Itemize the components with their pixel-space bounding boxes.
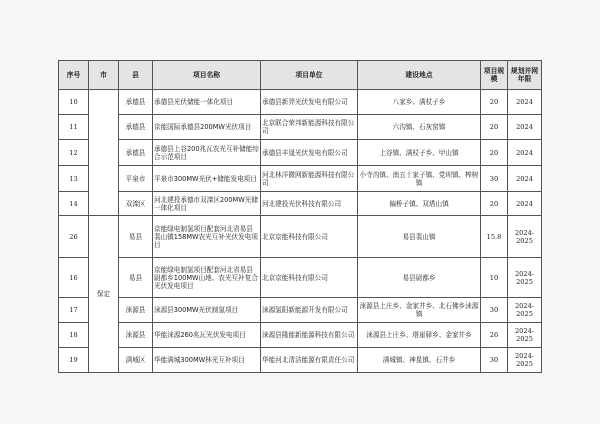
cell-seq: 18 [59,323,89,348]
cell-seq: 10 [59,90,89,115]
cell-seq: 13 [59,166,89,192]
cell-location: 八家乡、满杖子乡 [358,90,481,115]
table-header-row [59,61,542,90]
cell-location: 上谷镇、满杖子乡、甲山镇 [358,140,481,166]
cell-year: 2024 [508,192,542,216]
cell-unit: 承德县丰晟光伏发电有限公司 [261,140,358,166]
cell-county: 承德县 [119,115,153,140]
cell-location: 涞源县上庄乡、塔崖驿乡、金家井乡 [358,323,481,348]
cell-city-group-2: 保定 [89,216,119,373]
cell-scale: 26 [481,323,508,348]
cell-unit: 北京联合荣邦新能源科技有限公司 [261,115,358,140]
cell-scale: 30 [481,298,508,323]
cell-scale: 15.8 [481,216,508,258]
cell-name: 承德县光伏储能一体化项目 [153,90,261,115]
cell-name: 京能绿电制氢项目配套河北省易县尉都乡100MW山地、农光互补复合光伏发电项目 [153,258,261,298]
cell-location: 小寺沟镇、南五十家子镇、党坝镇、榨树镇 [358,166,481,192]
cell-name: 华能涞源260兆瓦光伏发电项目 [153,323,261,348]
cell-unit: 华能河北清洁能源有限责任公司 [261,348,358,373]
header-year: 规划并网年限 [508,61,542,90]
cell-unit: 北京京能科技有限公司 [261,216,358,258]
cell-location: 易县尉都乡 [358,258,481,298]
table-row [59,192,542,216]
cell-seq: 17 [59,298,89,323]
cell-scale: 10 [481,258,508,298]
table-row [59,348,542,373]
cell-year: 2024 [508,166,542,192]
cell-year: 2024-2025 [508,216,542,258]
table-row [59,323,542,348]
cell-name: 京能国际承德县200MW光伏项目 [153,115,261,140]
cell-year: 2024-2025 [508,258,542,298]
cell-county: 易县 [119,258,153,298]
table-row [59,140,542,166]
table-row [59,166,542,192]
cell-county: 承德县 [119,140,153,166]
cell-year: 2024 [508,90,542,115]
cell-unit: 北京京能科技有限公司 [261,258,358,298]
cell-scale: 20 [481,90,508,115]
project-table [58,60,542,373]
cell-location: 偏桥子镇、双塔山镇 [358,192,481,216]
cell-scale: 20 [481,140,508,166]
cell-name: 承德县上谷200兆瓦农光互补储能综合示范项目 [153,140,261,166]
cell-location: 易县裴山镇 [358,216,481,258]
table-row [59,258,542,298]
header-seq: 序号 [59,61,89,90]
cell-year: 2024-2025 [508,323,542,348]
cell-location: 满城镇、神星镇、石井乡 [358,348,481,373]
header-county: 县 [119,61,153,90]
cell-county: 平泉市 [119,166,153,192]
cell-location: 六沟镇、石灰窑镇 [358,115,481,140]
header-unit: 项目单位 [261,61,358,90]
cell-seq: 26 [59,216,89,258]
cell-scale: 20 [481,115,508,140]
cell-year: 2024-2025 [508,298,542,323]
cell-name: 河北建投承德市双滦区200MW光储一体化项目 [153,192,261,216]
table-row [59,115,542,140]
cell-name: 华能满城300MW林光互补项目 [153,348,261,373]
header-city: 市 [89,61,119,90]
cell-county: 涞源县 [119,323,153,348]
cell-unit: 涞源县隆能新能源科技有限公司 [261,323,358,348]
cell-name: 平泉市300MW光伏+储能发电项目 [153,166,261,192]
cell-name: 涞源县300MW光伏制氢项目 [153,298,261,323]
table-row [59,90,542,115]
cell-unit: 涞源氢阳新能源开发有限公司 [261,298,358,323]
cell-city-group-1 [89,90,119,216]
cell-county: 承德县 [119,90,153,115]
cell-county: 双滦区 [119,192,153,216]
cell-unit: 承德县新羿光伏发电有限公司 [261,90,358,115]
cell-seq: 19 [59,348,89,373]
cell-seq: 11 [59,115,89,140]
cell-name: 京能绿电制氢项目配套河北省易县裴山镇158MW农光互补光伏发电项目 [153,216,261,258]
cell-year: 2024 [508,115,542,140]
cell-seq: 12 [59,140,89,166]
cell-county: 易县 [119,216,153,258]
table-row [59,298,542,323]
cell-unit: 河北建投光伏科技有限公司 [261,192,358,216]
cell-county: 满城区 [119,348,153,373]
cell-scale: 30 [481,348,508,373]
cell-year: 2024 [508,140,542,166]
cell-scale: 30 [481,166,508,192]
cell-year: 2024-2025 [508,348,542,373]
cell-scale: 20 [481,192,508,216]
header-scale: 项目规模 [481,61,508,90]
header-location: 建设地点 [358,61,481,90]
cell-unit: 河北林洋微网新能源科技有限公司 [261,166,358,192]
cell-county: 涞源县 [119,298,153,323]
header-name: 项目名称 [153,61,261,90]
cell-seq: 14 [59,192,89,216]
cell-seq: 16 [59,258,89,298]
table-row [59,216,542,258]
cell-location: 涞源县上庄乡、金家井乡、北石佛乡涞源镇 [358,298,481,323]
